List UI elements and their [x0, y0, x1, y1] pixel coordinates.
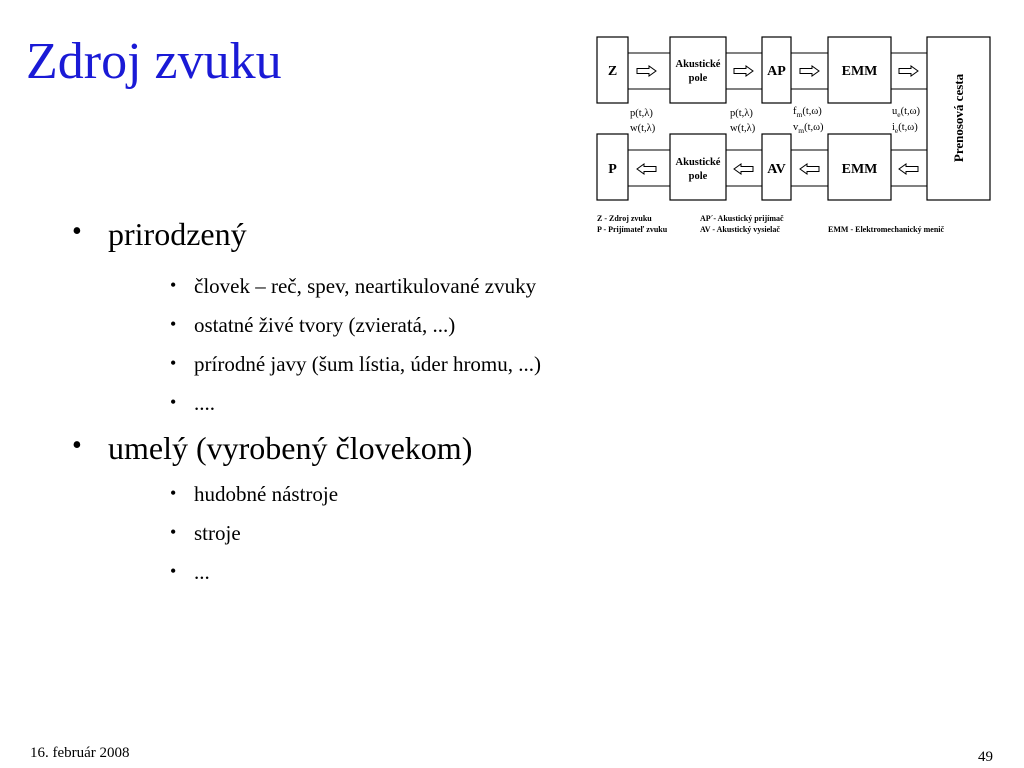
bullet-text: prirodzený: [108, 216, 247, 252]
bullet-icon: •: [170, 275, 177, 295]
signal-label: $v_m(t,\omega)$: [793, 122, 824, 135]
bullet-text: človek – reč, spev, neartikulované zvuky: [194, 274, 537, 298]
arrow-left-icon: [899, 164, 918, 174]
receiver-label: P: [608, 162, 617, 177]
signal-label: w(t,λ): [630, 123, 656, 134]
bullet-icon: •: [170, 561, 177, 581]
acoustic-field-label: Akustické: [675, 59, 721, 70]
legend-item: Z - Zdroj zvuku: [597, 214, 652, 223]
source-label: Z: [607, 64, 618, 79]
legend-item: EMM - Elektromechanický menič: [828, 225, 945, 234]
legend-item: AV - Akustický vysielač: [700, 225, 780, 234]
bullet-text: hudobné nástroje: [194, 482, 339, 506]
page-number: 49: [978, 749, 993, 765]
bullet-text: ostatné živé tvory (zvieratá, ...): [194, 313, 456, 337]
bullet-text: prírodné javy (šum lístia, úder hromu, ...): [194, 352, 542, 376]
signal-label: $u_e(t,\omega)$: [892, 106, 921, 119]
acoustic-transmitter-label: AV: [767, 162, 786, 177]
arrow-right-icon: [899, 66, 918, 76]
bullet-icon: •: [170, 353, 177, 373]
signal-label: p(t,λ): [630, 108, 653, 119]
bullet-icon: •: [170, 392, 177, 412]
signal-label: w(t,λ): [730, 123, 756, 134]
legend-item: P - Prijímateľ zvuku: [597, 225, 668, 234]
signal-label: $i_e(t,\omega)$: [892, 122, 918, 135]
bullet-icon: •: [170, 314, 177, 334]
legend-item: AP´- Akustický prijímač: [700, 214, 784, 223]
acoustic-field-box: [670, 37, 726, 103]
arrow-right-icon: [800, 66, 819, 76]
arrow-left-icon: [800, 164, 819, 174]
bullet-text: stroje: [194, 521, 241, 545]
signal-label: p(t,λ): [730, 108, 753, 119]
arrow-left-icon: [637, 164, 656, 174]
acoustic-receiver-label: AP: [767, 64, 786, 79]
signal-label: $f_m(t,\omega)$: [793, 106, 822, 119]
arrow-right-icon: [637, 66, 656, 76]
footer-date: 16. február 2008: [30, 745, 130, 761]
bullet-icon: •: [170, 522, 177, 542]
emm-label: EMM: [841, 64, 878, 79]
bullet-text: ....: [194, 391, 215, 415]
acoustic-field-label: pole: [688, 171, 708, 182]
bullet-icon: •: [72, 430, 82, 461]
bullet-text: umelý (vyrobený človekom): [108, 430, 473, 466]
acoustic-chain-diagram: [590, 30, 1000, 240]
bullet-text: ...: [194, 560, 210, 584]
arrow-right-icon: [734, 66, 753, 76]
emm-label: EMM: [841, 162, 878, 177]
acoustic-field-label: pole: [688, 73, 708, 84]
slide-title: Zdroj zvuku: [26, 33, 282, 90]
bullet-icon: •: [170, 483, 177, 503]
transmission-channel-label: Prenosová cesta: [951, 73, 966, 163]
bullet-icon: •: [72, 216, 82, 247]
arrow-left-icon: [734, 164, 753, 174]
acoustic-field-label: Akustické: [675, 157, 721, 168]
